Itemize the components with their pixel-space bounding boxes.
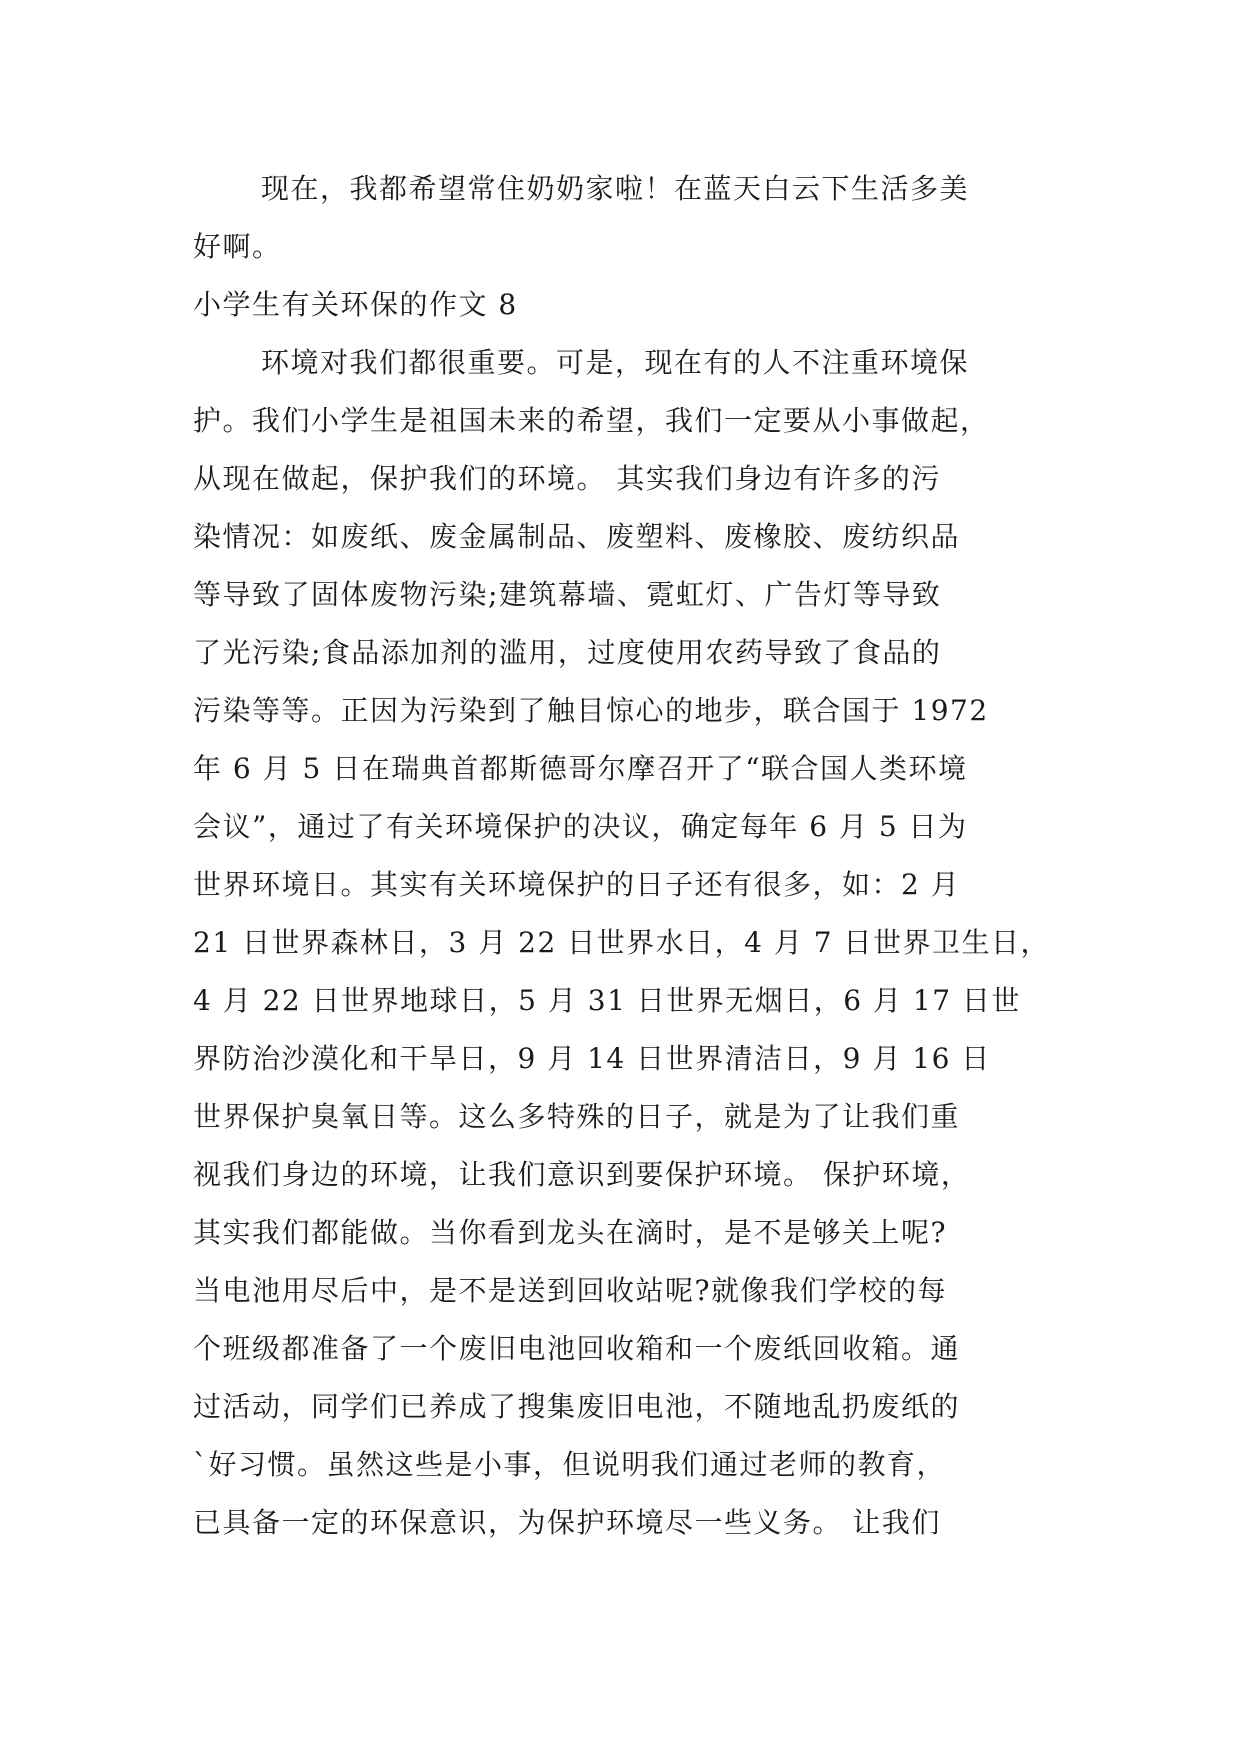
document-body xyxy=(193,160,1053,1552)
paragraph-line: 等导致了固体废物污染;建筑幕墙、霓虹灯、广告灯等导致 xyxy=(193,578,942,611)
paragraph-line: 当电池用尽后中，是不是送到回收站呢?就像我们学校的每 xyxy=(193,1274,948,1307)
paragraph-line: 环境对我们都很重要。可是，现在有的人不注重环境保 xyxy=(261,346,970,379)
paragraph-line: 会议”，通过了有关环境保护的决议，确定每年 6 月 5 日为 xyxy=(193,810,968,843)
paragraph-line: 其实我们都能做。当你看到龙头在滴时，是不是够关上呢? xyxy=(193,1216,948,1249)
paragraph-line: 已具备一定的环保意识，为保护环境尽一些义务。 让我们 xyxy=(193,1506,941,1539)
paragraph-line: 了光污染;食品添加剂的滥用，过度使用农药导致了食品的 xyxy=(193,636,942,669)
paragraph-line: 个班级都准备了一个废旧电池回收箱和一个废纸回收箱。通 xyxy=(193,1332,961,1365)
paragraph-line: 世界保护臭氧日等。这么多特殊的日子，就是为了让我们重 xyxy=(193,1100,961,1133)
paragraph-line: 好啊。 xyxy=(193,230,282,263)
paragraph-line: 界防治沙漠化和干旱日，9 月 14 日世界清洁日，9 月 16 日 xyxy=(193,1042,991,1075)
paragraph-line: 世界环境日。其实有关环境保护的日子还有很多，如：2 月 xyxy=(193,868,961,901)
paragraph-line: 年 6 月 5 日在瑞典首都斯德哥尔摩召开了“联合国人类环境 xyxy=(193,752,968,785)
paragraph-line: 污染等等。正因为污染到了触目惊心的地步，联合国于 1972 xyxy=(193,694,989,727)
paragraph-line: 21 日世界森林日，3 月 22 日世界水日，4 月 7 日世界卫生日， xyxy=(193,926,1051,959)
paragraph-line: 护。我们小学生是祖国未来的希望，我们一定要从小事做起， xyxy=(193,404,990,437)
paragraph-line: 现在，我都希望常住奶奶家啦！在蓝天白云下生活多美 xyxy=(261,172,970,205)
paragraph-line: 从现在做起，保护我们的环境。 其实我们身边有许多的污 xyxy=(193,462,941,495)
paragraph-line: 染情况：如废纸、废金属制品、废塑料、废橡胶、废纺织品 xyxy=(193,520,961,553)
paragraph-line: 4 月 22 日世界地球日，5 月 31 日世界无烟日，6 月 17 日世 xyxy=(193,984,1021,1017)
paragraph-line: 视我们身边的环境，让我们意识到要保护环境。 保护环境， xyxy=(193,1158,971,1191)
paragraph-line: `好习惯。虽然这些是小事，但说明我们通过老师的教育， xyxy=(193,1448,947,1481)
section-heading: 小学生有关环保的作文 8 xyxy=(193,288,518,321)
paragraph-line: 过活动，同学们已养成了搜集废旧电池，不随地乱扔废纸的 xyxy=(193,1390,961,1423)
